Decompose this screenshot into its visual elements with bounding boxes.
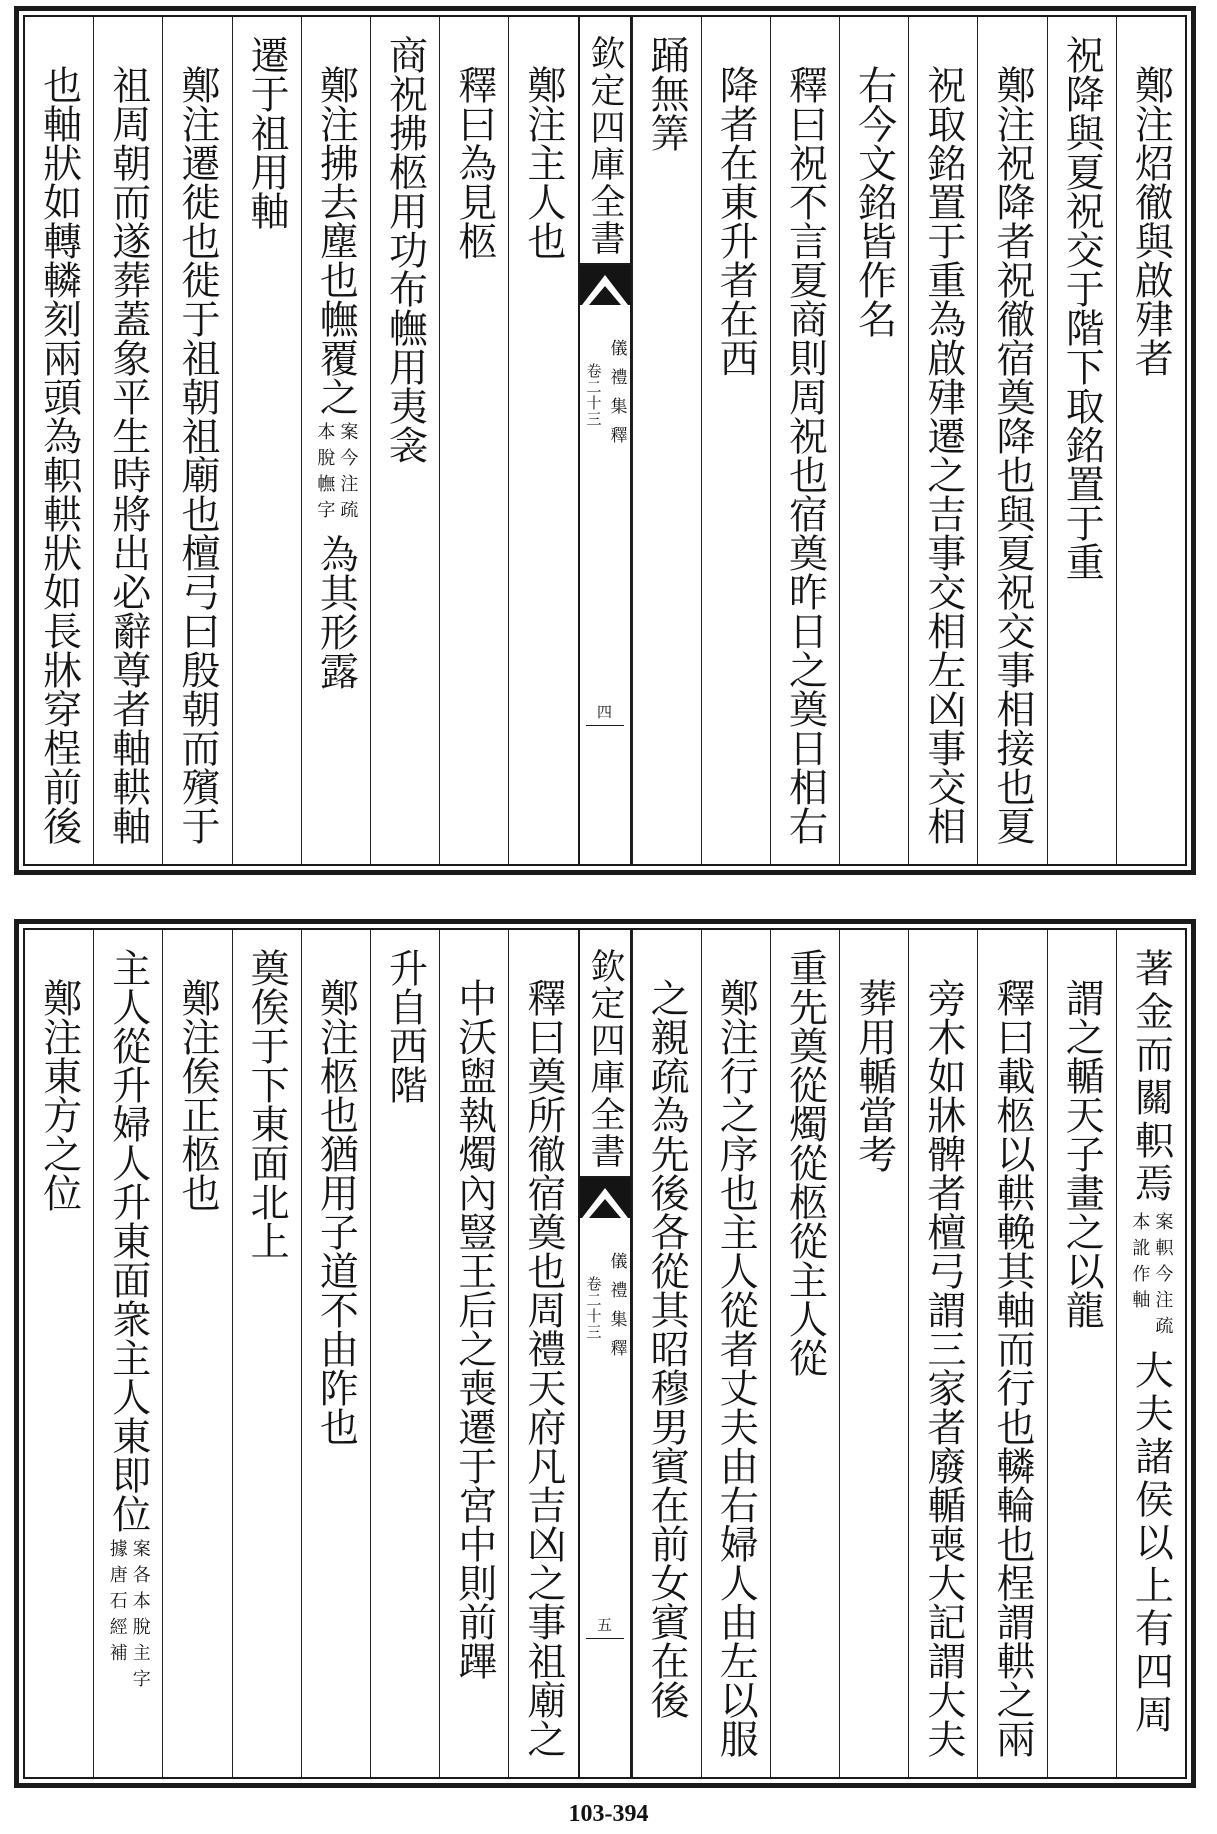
column-text: 著金而關軹焉: [1128, 948, 1174, 1206]
column-text: 之親疏為先後各從其昭穆男賓在前女賓在後: [644, 978, 690, 1719]
interlinear-note: [314, 422, 359, 526]
text-column: [1116, 17, 1185, 864]
column-text: 鄭注東方之位: [36, 978, 82, 1212]
text-column: [162, 17, 231, 864]
collection-title: 欽定四庫全書: [585, 35, 625, 257]
column-text: 鄭注俟正柩也: [174, 978, 220, 1212]
column-text: 降者在東升者在西: [713, 65, 759, 377]
leaf-number: 五: [586, 1618, 624, 1639]
text-column: [25, 930, 93, 1777]
column-text: 商祝拂柩用功布幠用夷衾: [382, 35, 428, 464]
column-text: 右今文銘皆作名: [851, 65, 897, 338]
text-column: [632, 17, 701, 864]
column-text: 重先奠從燭從柩從主人從: [782, 948, 828, 1377]
column-text: 升自西階: [382, 948, 428, 1104]
text-column: [439, 930, 508, 1777]
text-column: [439, 17, 508, 864]
column-text: 中沃盥執燭內豎王后之喪遷于宮中則前蹕: [451, 978, 497, 1680]
page-panel-top: [14, 6, 1196, 875]
interlinear-note: [108, 1539, 149, 1695]
text-column: [1047, 930, 1116, 1777]
text-column: [701, 17, 770, 864]
text-column: [301, 930, 370, 1777]
juan-number: 卷二十三: [584, 363, 603, 427]
text-column: [908, 930, 977, 1777]
column-text: 也軸狀如轉轔刻兩頭為軹輁狀如長牀穿桯前後: [36, 65, 82, 845]
text-column: [770, 930, 839, 1777]
text-column: [1116, 930, 1185, 1777]
column-text: 釋曰載柩以輁輓其軸而行也轔輪也桯謂輁之兩: [990, 978, 1036, 1758]
column-text: 踊無筭: [644, 35, 690, 152]
fishtail-mark: [580, 263, 630, 305]
text-column: [93, 930, 162, 1777]
text-column: [839, 17, 908, 864]
banxin-center-column: [578, 17, 632, 864]
column-text: 鄭注行之序也主人從者丈夫由右婦人由左以服: [713, 978, 759, 1758]
interlinear-note: [1129, 1212, 1174, 1342]
text-column: [93, 17, 162, 864]
text-column: [232, 930, 301, 1777]
note-line: 案各本脫主字: [129, 1539, 151, 1695]
book-title: 儀禮集釋: [606, 1252, 627, 1368]
column-text: 遷于祖用軸: [244, 35, 290, 230]
column-text: 旁木如牀髀者檀弓謂三家者廢輴喪大記謂大夫: [920, 978, 966, 1758]
text-column: [839, 930, 908, 1777]
text-column: [370, 930, 439, 1777]
text-column: [162, 930, 231, 1777]
text-column: [25, 17, 93, 864]
note-line: 案軹今注疏: [1152, 1212, 1174, 1342]
text-column: [977, 930, 1046, 1777]
leaf-number: 四: [586, 705, 624, 726]
page-panel-bottom: [14, 919, 1196, 1788]
text-column: [301, 17, 370, 864]
column-text: 釋曰奠所徹宿奠也周禮天府凡吉凶之事祖廟之: [520, 978, 566, 1758]
text-column: [1047, 17, 1116, 864]
column-text-continued: 大夫諸侯以上有四周: [1128, 1350, 1174, 1737]
fishtail-mark: [580, 1176, 630, 1218]
text-column: [908, 17, 977, 864]
text-column: [701, 930, 770, 1777]
text-column: [632, 930, 701, 1777]
note-line: 案今注疏: [337, 422, 359, 526]
column-text: 鄭注祝降者祝徹宿奠降也與夏祝交事相接也夏: [990, 65, 1036, 845]
column-text: 釋曰為見柩: [451, 65, 497, 260]
column-text: 主人從升婦人升東面衆主人東即位: [105, 948, 151, 1533]
text-column: [508, 17, 577, 864]
text-column: [232, 17, 301, 864]
text-column: [977, 17, 1046, 864]
note-line: 據唐石經補: [106, 1539, 128, 1669]
column-text-continued: 為其形露: [313, 534, 359, 690]
column-text: 祝取銘置于重為啟肂遷之吉事交相左凶事交相: [920, 65, 966, 845]
column-text: 鄭注拂去塵也幠覆之: [313, 65, 359, 416]
column-text: 奠俟于下東面北上: [244, 948, 290, 1260]
collection-title: 欽定四庫全書: [585, 948, 625, 1170]
column-text: 鄭注主人也: [520, 65, 566, 260]
column-text: 鄭注炤徹與啟肂者: [1128, 65, 1174, 377]
juan-number: 卷二十三: [584, 1276, 603, 1340]
note-line: 本脫幠字: [314, 422, 336, 526]
column-text: 葬用輴當考: [851, 978, 897, 1173]
note-line: 本訛作軸: [1129, 1212, 1151, 1316]
column-text: 鄭注柩也猶用子道不由阼也: [313, 978, 359, 1446]
column-grid: [23, 15, 1187, 866]
banxin-center-column: [578, 930, 632, 1777]
column-grid: [23, 928, 1187, 1779]
column-text: 鄭注遷徙也徙于祖朝祖廟也檀弓曰殷朝而殯于: [174, 65, 220, 845]
column-text: 祝降與夏祝交于階下取銘置于重: [1059, 35, 1105, 581]
column-text: 謂之輴天子畫之以龍: [1059, 978, 1105, 1329]
book-title: 儀禮集釋: [606, 339, 627, 455]
column-text: 祖周朝而遂葬蓋象平生時將出必辭尊者軸輁軸: [105, 65, 151, 845]
text-column: [770, 17, 839, 864]
text-column: [370, 17, 439, 864]
page-code: 103-394: [568, 1801, 649, 1827]
column-text: 釋曰祝不言夏商則周祝也宿奠昨日之奠日相右: [782, 65, 828, 845]
text-column: [508, 930, 577, 1777]
